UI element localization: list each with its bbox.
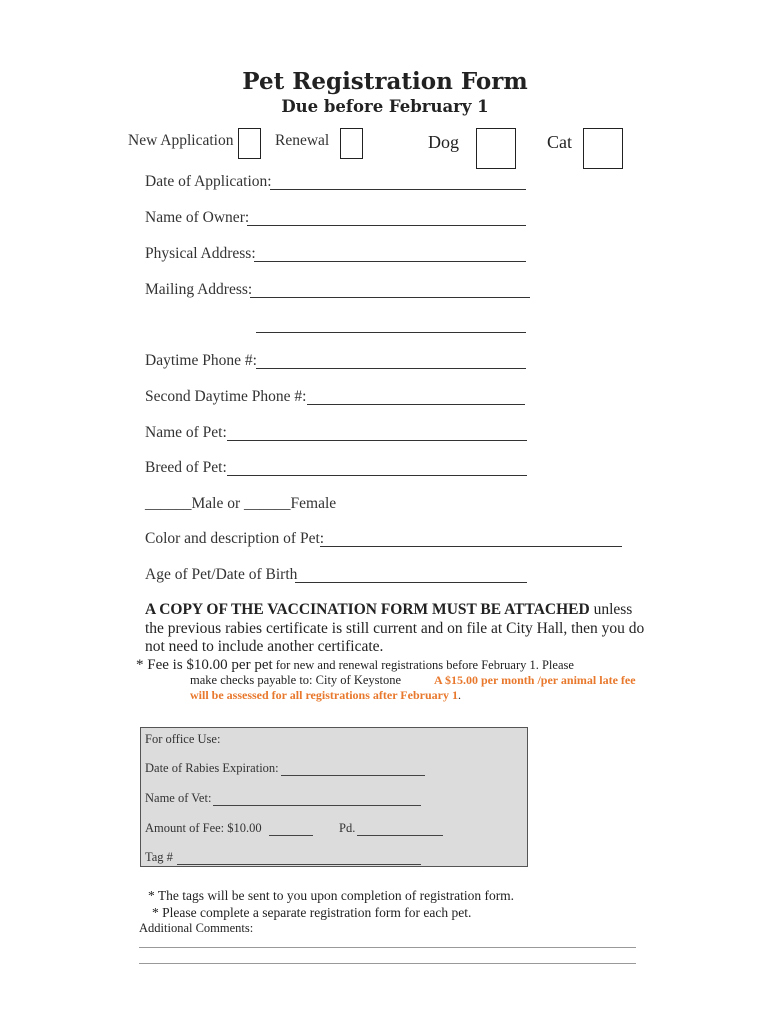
name-of-owner-field[interactable] xyxy=(247,225,526,226)
page-title: Pet Registration Form xyxy=(242,68,528,95)
cat-checkbox[interactable] xyxy=(583,128,623,169)
color-description-label: Color and description of Pet: xyxy=(145,530,325,547)
date-of-application-label: Date of Application: xyxy=(145,173,272,190)
tags-note: * The tags will be sent to you upon completion of registration form. xyxy=(148,888,515,903)
office-use-box xyxy=(140,727,528,867)
sex-field[interactable]: ______Male or ______Female xyxy=(145,495,337,512)
name-of-pet-field[interactable] xyxy=(227,440,527,441)
color-description-field[interactable] xyxy=(320,546,622,547)
daytime-phone-field[interactable] xyxy=(256,368,526,369)
date-of-application-field[interactable] xyxy=(270,189,526,190)
checks-payable: make checks payable to: City of Keystone xyxy=(190,673,402,687)
rabies-expiration-label: Date of Rabies Expiration: xyxy=(145,761,279,775)
late-fee-line-2 xyxy=(190,688,461,703)
office-use-heading: For office Use: xyxy=(145,732,221,746)
renewal-checkbox[interactable] xyxy=(340,128,363,159)
paid-label: Pd. xyxy=(339,821,356,835)
breed-of-pet-field[interactable] xyxy=(227,475,527,476)
vaccination-notice-rest: unless xyxy=(589,601,633,618)
name-of-vet-field[interactable] xyxy=(213,805,421,806)
cat-label: Cat xyxy=(547,132,572,152)
breed-of-pet-label: Breed of Pet: xyxy=(145,459,227,476)
amount-of-fee-label: Amount of Fee: $10.00 xyxy=(145,821,262,835)
physical-address-label: Physical Address: xyxy=(145,245,256,262)
late-fee-period: . xyxy=(457,688,461,702)
page-subtitle: Due before February 1 xyxy=(281,97,489,116)
separate-form-note: * Please complete a separate registration form for each pet. xyxy=(152,905,472,920)
late-fee-line-2-text: will be assessed for all registrations after February 1 xyxy=(190,688,458,702)
physical-address-field[interactable] xyxy=(254,261,526,262)
fee-notice-small: for new and renewal registrations before February 1. Please xyxy=(272,658,574,672)
age-of-pet-field[interactable] xyxy=(295,582,527,583)
new-application-checkbox[interactable] xyxy=(238,128,261,159)
name-of-owner-label: Name of Owner: xyxy=(145,209,250,226)
name-of-vet-label: Name of Vet: xyxy=(145,791,212,805)
second-daytime-phone-label: Second Daytime Phone #: xyxy=(145,388,307,405)
mailing-address-field[interactable] xyxy=(250,297,530,298)
paid-field[interactable] xyxy=(357,835,443,836)
fee-notice xyxy=(136,656,574,674)
additional-comments-line-2[interactable] xyxy=(139,963,636,964)
renewal-label: Renewal xyxy=(275,132,330,149)
mailing-address-label: Mailing Address: xyxy=(145,281,253,298)
tag-field[interactable] xyxy=(177,864,421,865)
vaccination-notice xyxy=(145,601,632,619)
new-application-label: New Application xyxy=(128,132,234,149)
amount-of-fee-field[interactable] xyxy=(269,835,313,836)
second-daytime-phone-field[interactable] xyxy=(307,404,525,405)
vaccination-notice-bold: A COPY OF THE VACCINATION FORM MUST BE ATTACHED xyxy=(145,601,590,618)
dog-label: Dog xyxy=(428,132,459,152)
fee-notice-large: * Fee is $10.00 per pet xyxy=(136,657,273,673)
additional-comments-label: Additional Comments: xyxy=(139,921,254,935)
vaccination-notice-line-3: not need to include another certificate. xyxy=(145,638,384,655)
daytime-phone-label: Daytime Phone #: xyxy=(145,352,257,369)
dog-checkbox[interactable] xyxy=(476,128,516,169)
late-fee-line-1: A $15.00 per month /per animal late fee xyxy=(434,673,636,687)
vaccination-notice-line-2: the previous rabies certificate is still current and on file at City Hall, then you do xyxy=(145,620,645,637)
rabies-expiration-field[interactable] xyxy=(281,775,425,776)
tag-label: Tag # xyxy=(145,850,173,864)
mailing-address-field-line-2[interactable] xyxy=(256,332,526,333)
age-of-pet-label: Age of Pet/Date of Birth xyxy=(145,566,298,583)
name-of-pet-label: Name of Pet: xyxy=(145,424,227,441)
additional-comments-line-1[interactable] xyxy=(139,947,636,948)
